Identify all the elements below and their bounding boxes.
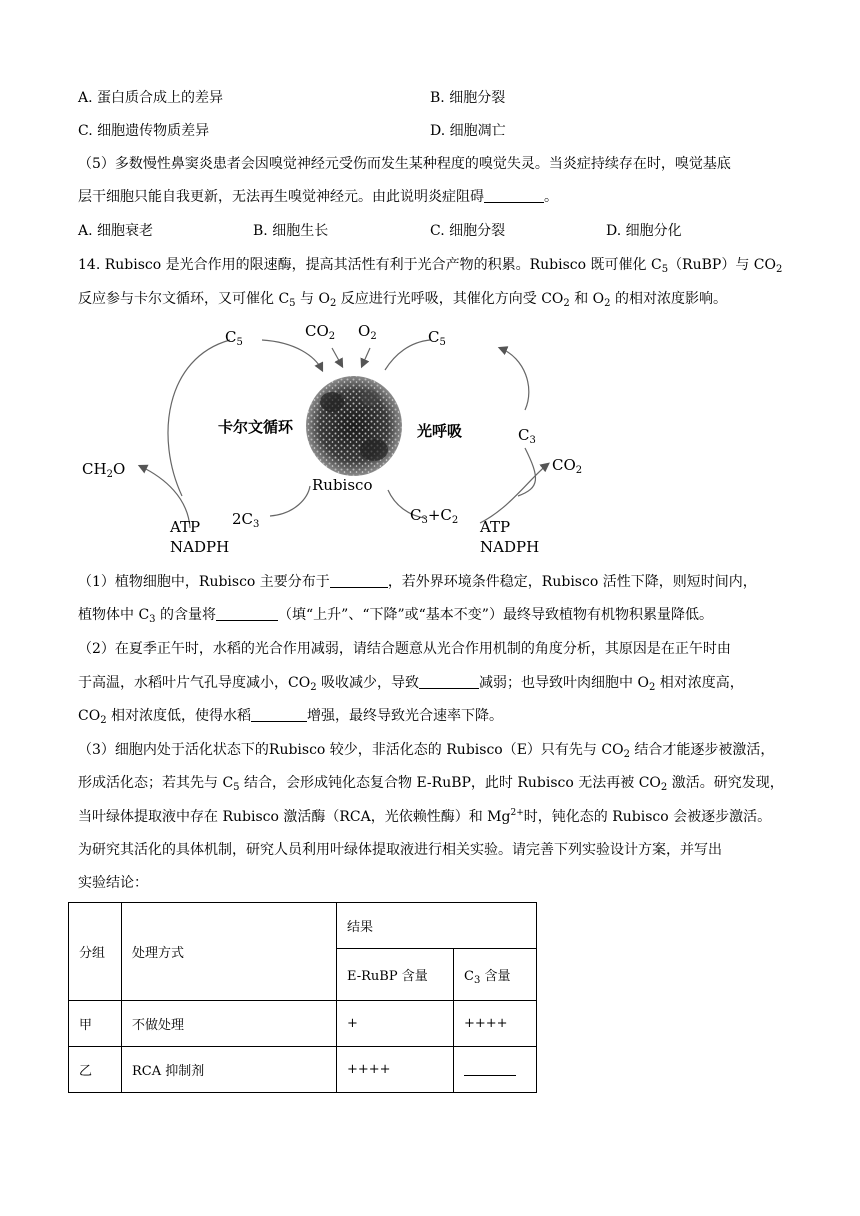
- q3-line-3: 当叶绿体提取液中存在 Rubisco 激活酶（RCA，光依赖性酶）和 $Mg^{2+}$时，钝化态的 Rubisco 会被逐步激活。: [78, 808, 772, 825]
- option-a: A. 蛋白质合成上的差异: [78, 90, 224, 106]
- photorespiration-label: 光呼吸: [417, 422, 463, 440]
- cell-treatment: 不做处理: [122, 1001, 337, 1047]
- c5-left-label: $C_5$: [225, 328, 243, 348]
- header-group: 分组: [69, 903, 122, 1001]
- header-result: 结果: [337, 903, 537, 949]
- answer-blank[interactable]: [464, 1061, 516, 1076]
- q1-line-2: 植物体中 $C_3$ 的含量将 （填“上升”、“下降”或“基本不变”）最终导致植物有机物积累量降低。: [78, 607, 713, 625]
- cell-treatment: RCA 抑制剂: [122, 1047, 337, 1093]
- table-row: [69, 1001, 537, 1047]
- q5-option-b: B. 细胞生长: [253, 223, 329, 239]
- c3-c2-label: $C_3+C_2$: [410, 506, 459, 526]
- cell-c3: ++++: [454, 1001, 537, 1047]
- o2-label: $O_2$: [358, 322, 377, 342]
- q5-option-c: C. 细胞分裂: [430, 223, 506, 239]
- experiment-table: [68, 902, 537, 1093]
- q5-line-2: 层干细胞只能自我更新，无法再生嗅觉神经元。由此说明炎症阻碍 。: [78, 189, 558, 205]
- q5-line-1: （5）多数慢性鼻窦炎患者会因嗅觉神经元受伤而发生某种程度的嗅觉失灵。当炎症持续存在时，嗅觉基底: [78, 156, 731, 172]
- 2c3-label: $2C_3$: [232, 510, 260, 530]
- table-row: [69, 1047, 537, 1093]
- atp-left-label: ATP: [170, 518, 201, 536]
- cell-c3-blank[interactable]: [454, 1047, 537, 1093]
- answer-blank[interactable]: [216, 606, 278, 621]
- q2-line-2: 于高温，水稻叶片气孔导度减小，$CO_2$ 吸收减少，导致 减弱；也导致叶肉细胞中 $O_2$ 相对浓度高，: [78, 675, 744, 693]
- header-treatment: 处理方式: [122, 903, 337, 1001]
- atp-right-label: ATP: [480, 518, 511, 536]
- co2-label: $CO_2$: [305, 322, 336, 342]
- q3-line-4: 为研究其活化的具体机制，研究人员利用叶绿体提取液进行相关实验。请完善下列实验设计方案，并写出: [78, 842, 722, 858]
- q5-option-a: A. 细胞衰老: [78, 223, 154, 239]
- q14-intro-1: 14. Rubisco 是光合作用的限速酶，提高其活性有利于光合产物的积累。Rubisco 既可催化 $C_5(RuBP)$与 $CO_2$: [78, 257, 783, 275]
- rubisco-diagram: [70, 318, 630, 562]
- q3-line-1: （3）细胞内处于活化状态下的Rubisco 较少，非活化态的 Rubisco（E）只有先与 $CO_2$ 结合才能逐步被激活，: [78, 742, 775, 760]
- ch2o-label: $CH_2O$: [82, 460, 126, 480]
- q2-line-3: $CO_2$ 相对浓度低，使得水稻 增强，最终导致光合速率下降。: [78, 708, 504, 726]
- option-d: D. 细胞凋亡: [430, 123, 506, 139]
- nadph-left-label: NADPH: [170, 538, 230, 556]
- q3-line-2: 形成活化态；若其先与 $C_5$ 结合，会形成钝化态复合物 E-RuBP，此时 Rubisco 无法再被 $CO_2$ 激活。研究发现，: [78, 775, 784, 793]
- cell-group: 乙: [69, 1047, 122, 1093]
- header-erubp: E-RuBP 含量: [337, 949, 454, 1001]
- c3-label: $C_3$: [518, 426, 536, 446]
- rubisco-label: Rubisco: [312, 476, 373, 494]
- cell-erubp: +: [337, 1001, 454, 1047]
- answer-blank[interactable]: [484, 188, 544, 203]
- rubisco-protein-image: [306, 376, 402, 476]
- cell-group: 甲: [69, 1001, 122, 1047]
- header-c3: $C_3$ 含量: [454, 949, 537, 1001]
- c5-right-label: $C_5$: [428, 328, 446, 348]
- answer-blank[interactable]: [419, 674, 479, 689]
- nadph-right-label: NADPH: [480, 538, 540, 556]
- q5-option-d: D. 细胞分化: [606, 223, 682, 239]
- option-b: B. 细胞分裂: [430, 90, 506, 106]
- cell-erubp: ++++: [337, 1047, 454, 1093]
- q14-intro-2: 反应参与卡尔文循环，又可催化 $C_5$ 与 $O_2$ 反应进行光呼吸，其催化方向受 $CO_2$ 和 $O_2$ 的相对浓度影响。: [78, 291, 727, 309]
- q2-line-1: （2）在夏季正午时，水稻的光合作用减弱，请结合题意从光合作用机制的角度分析，其原因是在正午时由: [78, 641, 731, 657]
- option-c: C. 细胞遗传物质差异: [78, 123, 210, 139]
- calvin-cycle-label: 卡尔文循环: [218, 418, 294, 436]
- q3-line-5: 实验结论：: [78, 875, 148, 891]
- answer-blank[interactable]: [251, 707, 307, 722]
- q1-line-1: （1）植物细胞中，Rubisco 主要分布于 ，若外界环境条件稳定，Rubisco 活性下降，则短时间内，: [78, 574, 757, 590]
- answer-blank[interactable]: [330, 573, 388, 588]
- co2-out-label: $CO_2$: [552, 456, 583, 476]
